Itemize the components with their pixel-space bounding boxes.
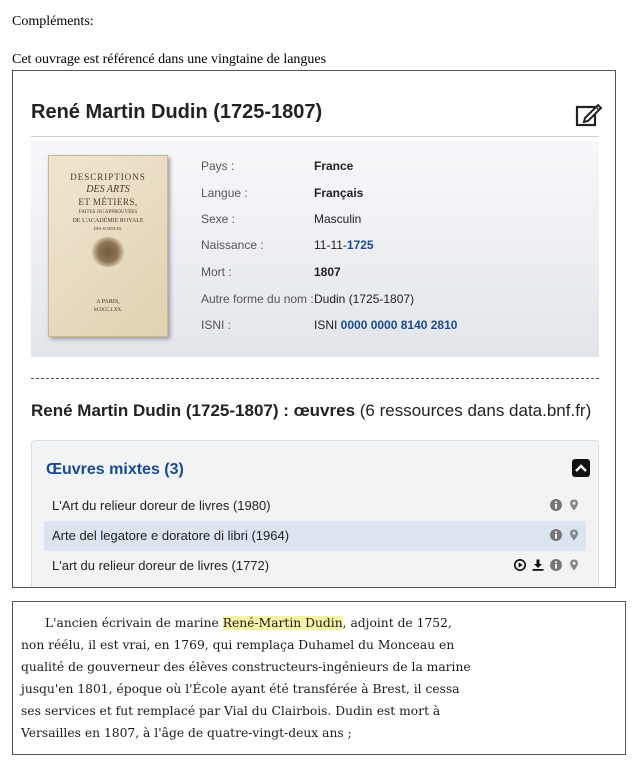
work-row[interactable] <box>44 521 586 551</box>
scan-line: non réélu, il est vrai, en 1769, qui remplaça Duhamel du Monceau en <box>21 638 455 652</box>
info-value-link[interactable]: France <box>314 159 354 173</box>
chevron-up-icon <box>575 464 587 472</box>
doc-line-complements: Compléments: <box>12 14 94 29</box>
play-icon[interactable] <box>514 559 526 571</box>
works-title-bold: René Martin Dudin (1725-1807) : œuvres <box>31 401 356 420</box>
scan-line: jusqu'en 1801, époque où l'École ayant été transférée à Brest, il cessa <box>21 682 460 696</box>
bnf-screenshot <box>12 70 616 588</box>
info-icon[interactable] <box>550 499 562 511</box>
info-icon[interactable] <box>550 559 562 571</box>
info-value: Masculin <box>314 212 362 226</box>
scanned-text-excerpt <box>12 601 626 755</box>
work-title[interactable]: Arte del legatore e doratore di libri (1964) <box>52 528 290 543</box>
info-label: Pays : <box>201 159 235 173</box>
highlighted-name: René-Martin Dudin <box>222 616 343 630</box>
scan-paragraph <box>21 612 623 744</box>
info-value-link[interactable]: 0000 0000 8140 2810 <box>340 318 458 332</box>
book-cover-image[interactable] <box>48 155 168 337</box>
cover-line: DES ARTS <box>86 184 130 195</box>
doc-line-languages: Cet ouvrage est référencé dans une vingtaine de langues <box>12 52 327 67</box>
info-value <box>314 318 457 332</box>
download-icon[interactable] <box>532 559 544 571</box>
info-label: Naissance : <box>201 238 264 252</box>
info-value <box>314 238 374 252</box>
work-row[interactable] <box>44 491 586 521</box>
scan-line: ses services et fut remplacé par Vial du Clairbois. Dudin est mort à <box>21 704 441 718</box>
work-row[interactable] <box>44 551 586 581</box>
title-rule <box>31 136 599 137</box>
cover-line: M.DCC.LXX. <box>93 308 123 313</box>
mixed-works-panel <box>31 440 599 588</box>
collapse-button[interactable] <box>572 459 590 477</box>
person-title: René Martin Dudin (1725-1807) <box>31 101 323 123</box>
info-label: Autre forme du nom : <box>201 292 314 306</box>
work-title[interactable]: L'art du relieur doreur de livres (1772) <box>52 558 270 573</box>
scan-line: Versailles en 1807, à l'âge de quatre-vingt-deux ans ; <box>21 726 352 740</box>
info-icon[interactable] <box>550 529 562 541</box>
cover-line: FAITES OU APPROUVÉES <box>78 210 138 215</box>
works-title-count: (6 ressources dans data.bnf.fr) <box>355 401 592 420</box>
scan-line: qualité de gouverneur des élèves constructeurs-ingénieurs de la marine <box>21 660 471 674</box>
cover-line: DES SCIENCES. <box>93 226 123 231</box>
info-value: Dudin (1725-1807) <box>314 292 415 306</box>
info-value-link[interactable]: 1725 <box>346 238 374 252</box>
info-label: Sexe : <box>201 212 236 226</box>
works-title <box>31 401 591 421</box>
info-label: Mort : <box>201 265 232 279</box>
edit-icon[interactable] <box>575 101 603 127</box>
cover-line: DESCRIPTIONS <box>70 172 146 182</box>
map-pin-icon[interactable] <box>568 559 580 571</box>
info-value-link[interactable]: Français <box>314 186 364 200</box>
info-value-prefix: ISNI <box>314 318 341 332</box>
map-pin-icon[interactable] <box>568 499 580 511</box>
map-pin-icon[interactable] <box>568 529 580 541</box>
section-label[interactable]: Œuvres mixtes (3) <box>46 461 184 478</box>
cover-line: ET MÉTIERS, <box>78 197 138 207</box>
work-title[interactable]: L'Art du relieur doreur de livres (1980) <box>52 498 271 513</box>
cover-line: A PARIS, <box>96 299 120 305</box>
bnf-content <box>31 71 607 587</box>
scan-text: L'ancien écrivain de marine <box>45 616 223 630</box>
info-value-link[interactable]: 1807 <box>314 265 341 279</box>
info-label: Langue : <box>201 186 248 200</box>
dashed-separator <box>31 378 599 379</box>
cover-vignette <box>91 237 125 267</box>
info-panel <box>31 141 599 357</box>
scan-line <box>45 612 623 634</box>
cover-line: DE L'ACADÉMIE ROYALE <box>72 218 144 224</box>
info-label: ISNI : <box>201 318 232 332</box>
info-value-prefix: 11-11- <box>314 238 347 252</box>
scan-text: , adjoint de 1752, <box>342 616 452 630</box>
